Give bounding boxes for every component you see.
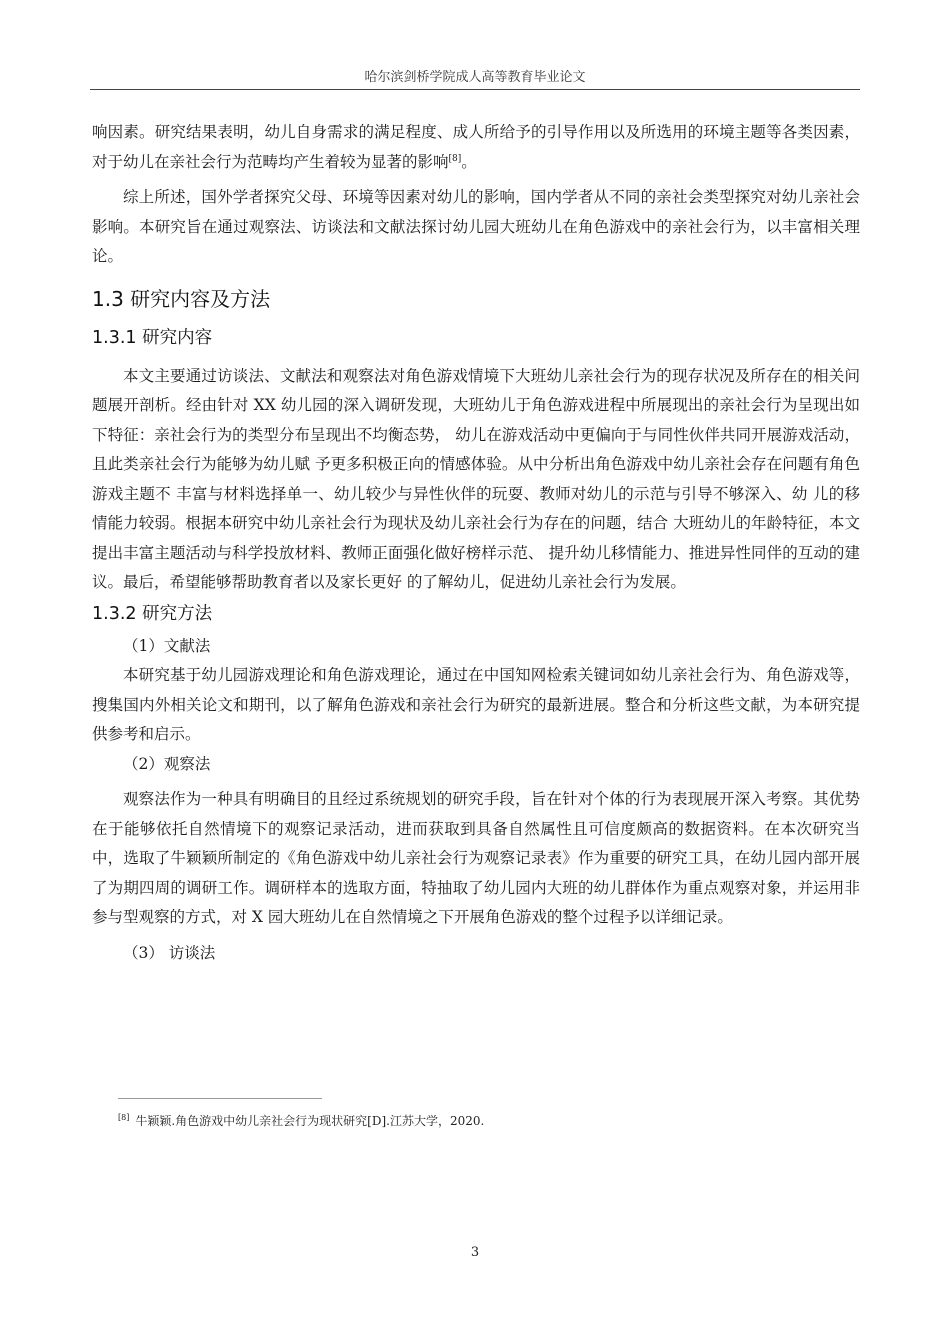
method-observation-title: （2）观察法 [123,754,211,773]
method-observation-text: 观察法作为一种具有明确目的且经过系统规划的研究手段，旨在针对个体的行为表现展开深入考察。其优势在于能够依托自然情境下的观察记录活动，进而获取到具备自然属性且可信度颇高的数据资料。在本次研究当中，选取了牛颖颖所制定的《角色游戏中幼儿亲社会行为观察记录表》作为重要的研究工具，在幼儿园内部开展了为期四周的调研工作。调研样本的选取方面，特抽取了幼儿园内大班的幼儿群体作为重点观察对象，并运用非参与型观察的方式，对 X 园大班幼儿在自然情境之下开展角色游戏的整个过程予以详细记录。 [92,790,860,926]
section-heading-1-3: 1.3 研究内容及方法 [92,286,271,311]
paragraph-research-content: 本文主要通过访谈法、文献法和观察法对角色游戏情境下大班幼儿亲社会行为的现存状况及所存在的相关问题展开剖析。经由针对 XX 幼儿园的深入调研发现，大班幼儿于角色游戏进程中所展现出的亲社会行为呈现出如下特征：亲社会行为的类型分布呈现出不均衡态势， 幼儿在游戏活动中更偏向于与同性伙伴共同开展游戏活动，且此类亲社会行为能够为幼儿赋 予更多积极正向的情感体验。从中分析出角色游戏中幼儿亲社会存在问题有角色游戏主题不 丰富与材料选择单一、幼儿较少与异性伙伴的玩耍、教师对幼儿的示范与引导不够深入、幼 儿的移情能力较弱。根据本研究中幼儿亲社会行为现状及幼儿亲社会行为存在的问题，结合 大班幼儿的年龄特征，本文提出丰富主题活动与科学投放材料、教师正面强化做好榜样示范、 提升幼儿移情能力、推进异性同伴的互动的建议。最后，希望能够帮助教育者以及家长更好 的了解幼儿，促进幼儿亲社会行为发展。 [92,366,860,591]
footnote-mark: [8] [118,1113,130,1122]
method-literature-title: （1）文献法 [123,636,211,655]
paragraph-end: 。 [461,152,477,171]
section-heading-1-3-2: 1.3.2 研究方法 [92,603,213,624]
footnote [118,1112,484,1129]
page-header: 哈尔滨剑桥学院成人高等教育毕业论文 [364,70,586,85]
method-literature-text: 本研究基于幼儿园游戏理论和角色游戏理论，通过在中国知网检索关键词如幼儿亲社会行为、角色游戏等，搜集国内外相关论文和期刊，以了解角色游戏和亲社会行为研究的最新进展。整合和分析这些文献，为本研究提供参考和启示。 [92,666,860,743]
paragraph-continuation [92,118,860,177]
footnote-text: 牛颖颖.角色游戏中幼儿亲社会行为现状研究[D].江苏大学，2020. [135,1114,485,1128]
page-body [92,118,860,968]
page-number: 3 [470,1245,480,1260]
method-interview-title: （3） 访谈法 [123,943,216,962]
paragraph-summary: 综上所述，国外学者探究父母、环境等因素对幼儿的影响，国内学者从不同的亲社会类型探究对幼儿亲社会影响。本研究旨在通过观察法、访谈法和文献法探讨幼儿园大班幼儿在角色游戏中的亲社会行为，以丰富相关理论。 [92,188,860,265]
citation-ref[interactable]: [8] [448,153,462,164]
footnote-divider [118,1098,322,1099]
paragraph-text: 响因素。研究结果表明，幼儿自身需求的满足程度、成人所给予的引导作用以及所选用的环境主题等各类因素，对于幼儿在亲社会行为范畴均产生着较为显著的影响 [92,123,860,171]
section-heading-1-3-1: 1.3.1 研究内容 [92,327,213,348]
header-divider [90,89,860,90]
